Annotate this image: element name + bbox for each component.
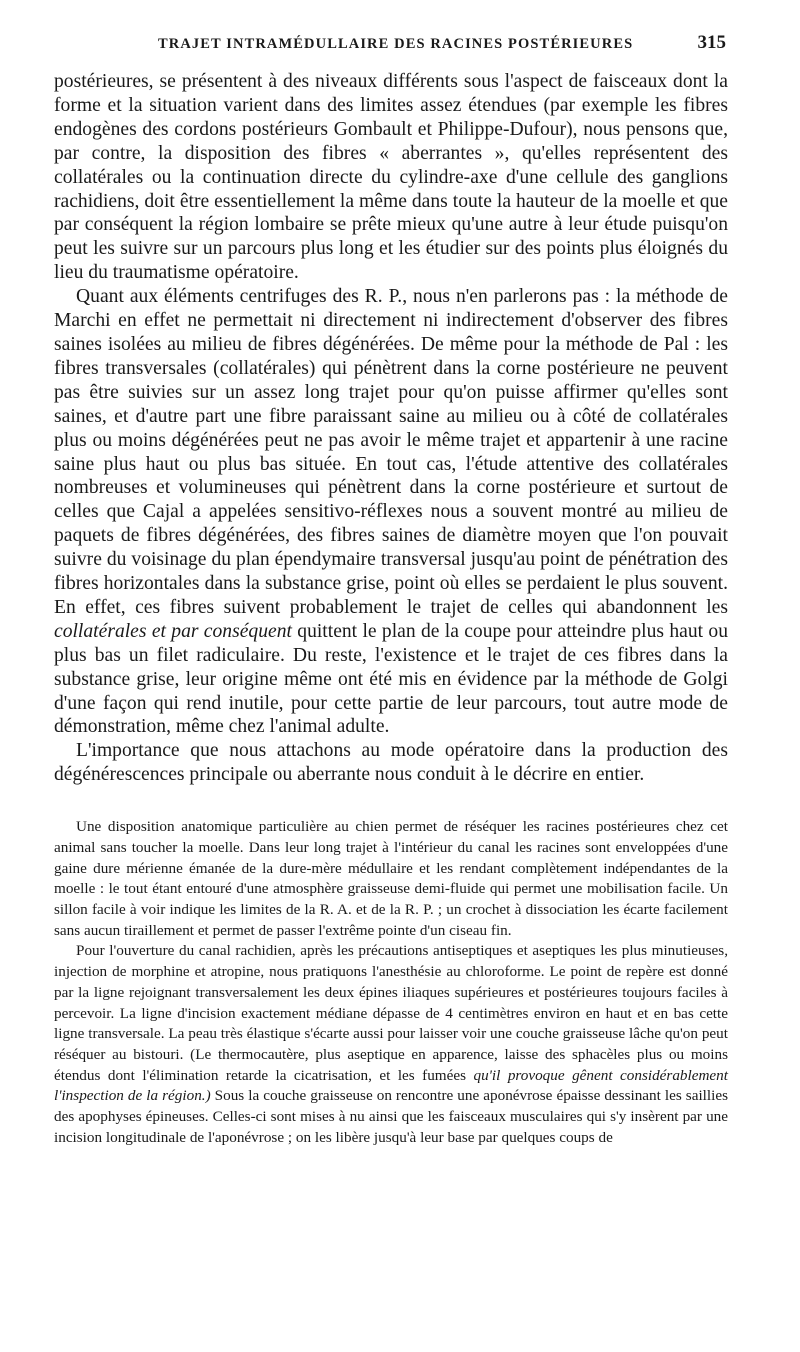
paragraph-text: Quant aux éléments centrifuges des R. P., nous n'en parlerons pas : la méthode de Marchi en effet ne permettait ni directement ni indirectement d'observer des fibres saines isolées au milieu de fibres dégénérées. De même pour la méthode de Pal : les fibres transversales (collatérales) qui pénètrent dans la corne postérieure ne peuvent pas être suivies sur un assez long trajet pour qu'on puisse affirmer qu'elles sont saines, et d'autre part une fibre paraissant saine au milieu ou à côté de collatérales plus ou moins dégénérées peut ne pas avoir le même trajet et appartenir à une racine saine plus haut ou plus bas située. En tout cas, l'étude attentive des collatérales nombreuses et volumineuses qui pénètrent dans la corne postérieure et surtout de celles que Cajal a appelées sensitivo-réflexes nous a souvent montré au milieu de paquets de fibres dégénérées, des fibres saines de diamètre moyen que l'on pouvait suivre du voisinage du plan épendymaire transversal jusqu'au point de pénétration des fibres horizontales dans la substance grise, point où elles se perdaient le plus souvent. En effet, ces fibres suivent probablement le trajet de celles qui abandonnent les [54,286,728,618]
paragraph-operative-method: L'importance que nous attachons au mode opératoire dans la production des dégénérescences principale ou aberrante nous conduit à le décrire en entier. [54,740,728,786]
main-text [54,70,728,787]
paragraph-centrifugal-elements [54,285,728,739]
small-paragraph-tail: Sous la couche graisseuse on rencontre une aponévrose épaisse dessinant les saillies des apophyses épineuses. Celles-ci sont mises à nu ainsi que les faisceaux musculaires qui s'y insèrent par une incision longitudinale de l'aponévrose ; on les libère jusqu'à leur base par quelques coups de [54,1087,728,1146]
small-paragraph-text: Pour l'ouverture du canal rachidien, après les précautions antiseptiques et aseptiques les plus minutieuses, injection de morphine et atropine, nous pratiquons l'anesthésie au chloroforme. Le point de repère est donné par la ligne rejoignant transversalement les deux épines iliaques supérieures et postérieures toujours faciles à percevoir. La ligne d'incision exactement médiane dépasse de 4 centimètres environ en haut et en bas cette ligne transversale. La peau très élastique s'écarte aussi pour laisser voir une couche graisseuse lâche qu'on peut réséquer au bistouri. (Le thermocautère, plus aseptique en apparence, laisse des sphacèles plus ou moins étendus dont l'élimination retarde la cicatrisation, et les fumées [54,942,728,1084]
small-paragraph-anatomy: Une disposition anatomique particulière au chien permet de réséquer les racines postérieures chez cet animal sans toucher la moelle. Dans leur long trajet à l'intérieur du canal les racines sont enveloppées d'une gaine dure mérienne émanée de la dure-mère médullaire et les rendant complètement indépendantes de la moelle : le tout étant entouré d'une atmosphère graisseuse demi-fluide qui permet une mobilisation facile. Un sillon facile à voir indique les limites de la R. A. et de la R. P. ; un crochet à dissociation les écarte facilement sans aucun tiraillement et permet de passer l'extrême pointe d'un ciseau fin. [54,818,728,939]
book-page [54,30,728,1148]
small-paragraph-procedure [54,941,728,1148]
paragraph-text-tail: quittent le plan de la coupe pour atteindre plus haut ou plus bas un filet radiculaire. Du reste, l'existence et le trajet de ces fibres dans la substance grise, leur origine même ont été mis en évidence par la méthode de Golgi d'une façon qui rend inutile, pour cette partie de leur parcours, tout autre mode de démonstration, même chez l'animal adulte. [54,620,728,738]
small-italic-phrase: qu'il provoque gênent considérablement l'inspection de la région.) [54,1066,728,1105]
running-head [54,30,728,62]
page-number: 315 [697,32,726,53]
paragraph-continued: postérieures, se présentent à des niveaux différents sous l'aspect de faisceaux dont la forme et la situation varient dans des limites assez étendues (par exemple les fibres endogènes des cordons postérieurs Gombault et Philippe-Dufour), nous pensons que, par contre, la disposition des fibres « aberrantes », qu'elles représentent des collatérales ou la continuation directe du cylindre-axe d'une cellule des ganglions rachidiens, doit être essentiellement la même dans toute la hauteur de la moelle et que par conséquent la région lombaire se prête mieux qu'une autre à leur étude puisqu'on peut les suivre sur un parcours plus long et les étudier sur des points plus éloignés du lieu du traumatisme opératoire. [54,71,728,284]
italic-phrase: collatérales et par conséquent [54,620,292,642]
small-print-section [54,817,728,1148]
running-title: TRAJET INTRAMÉDULLAIRE DES RACINES POSTÉRIEURES [158,36,634,52]
